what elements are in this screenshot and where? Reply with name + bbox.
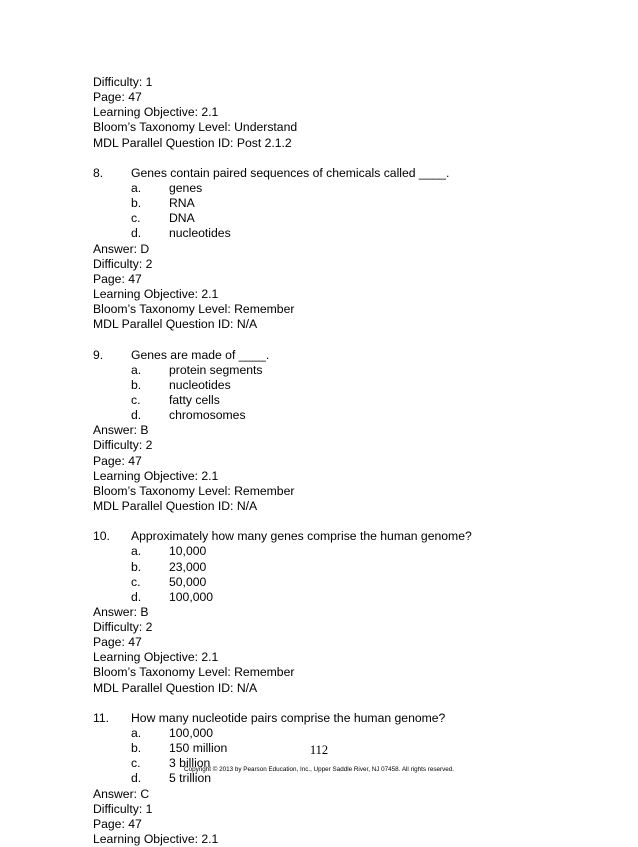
question-number: 11. xyxy=(93,710,110,725)
page-ref: Page: 47 xyxy=(93,816,142,831)
option-letter: d. xyxy=(131,589,142,604)
question-text: How many nucleotide pairs comprise the human genome? xyxy=(131,710,446,725)
option-letter: d. xyxy=(131,226,142,241)
option-a xyxy=(93,544,593,559)
answer: Answer: C xyxy=(93,786,150,801)
meta-page: Page: 47 xyxy=(93,90,142,105)
question-text: Genes contain paired sequences of chemicals called ____. xyxy=(131,165,450,180)
option-c xyxy=(93,393,593,408)
option-letter: c. xyxy=(131,574,141,589)
option-text: 100,000 xyxy=(169,589,214,604)
option-text: 50,000 xyxy=(169,574,207,589)
option-text: 10,000 xyxy=(169,544,207,559)
option-letter: a. xyxy=(131,180,142,195)
option-letter: c. xyxy=(131,211,141,226)
mdl-id: MDL Parallel Question ID: N/A xyxy=(93,498,258,513)
spacer xyxy=(93,151,593,166)
option-b xyxy=(93,378,593,393)
answer: Answer: B xyxy=(93,423,149,438)
option-a xyxy=(93,363,593,378)
answer: Answer: D xyxy=(93,241,150,256)
option-d xyxy=(93,771,593,786)
option-text: nucleotides xyxy=(169,377,231,392)
spacer xyxy=(93,696,593,711)
spacer xyxy=(93,514,593,529)
question-text: Approximately how many genes comprise the human genome? xyxy=(131,529,472,544)
option-letter: a. xyxy=(131,726,142,741)
question-8 xyxy=(93,166,593,181)
difficulty: Difficulty: 2 xyxy=(93,620,153,635)
option-text: nucleotides xyxy=(169,226,231,241)
option-text: 100,000 xyxy=(169,726,214,741)
option-letter: c. xyxy=(131,756,141,771)
difficulty: Difficulty: 1 xyxy=(93,801,153,816)
meta-objective: Learning Objective: 2.1 xyxy=(93,105,219,120)
question-11 xyxy=(93,711,593,726)
option-text: 3 billion xyxy=(169,756,211,771)
mdl-id: MDL Parallel Question ID: N/A xyxy=(93,317,258,332)
mdl-id: MDL Parallel Question ID: N/A xyxy=(93,680,258,695)
option-letter: c. xyxy=(131,392,141,407)
question-number: 8. xyxy=(93,165,104,180)
learning-objective: Learning Objective: 2.1 xyxy=(93,650,219,665)
copyright-notice: Copyright © 2013 by Pearson Education, Inc., Upper Saddle River, NJ 07458. All rights reserved. xyxy=(184,766,454,773)
difficulty: Difficulty: 2 xyxy=(93,438,153,453)
bloom-level: Bloom’s Taxonomy Level: Remember xyxy=(93,665,295,680)
option-b xyxy=(93,196,593,211)
option-letter: d. xyxy=(131,408,142,423)
option-letter: b. xyxy=(131,559,142,574)
option-text: RNA xyxy=(169,196,195,211)
option-letter: a. xyxy=(131,544,142,559)
option-letter: b. xyxy=(131,196,142,211)
option-letter: d. xyxy=(131,771,142,786)
option-letter: a. xyxy=(131,362,142,377)
question-10 xyxy=(93,529,593,544)
option-text: 150 million xyxy=(169,741,228,756)
question-number: 10. xyxy=(93,529,110,544)
option-d xyxy=(93,590,593,605)
option-text: 23,000 xyxy=(169,559,207,574)
option-d xyxy=(93,408,593,423)
option-text: fatty cells xyxy=(169,392,220,407)
option-c xyxy=(93,575,593,590)
page-ref: Page: 47 xyxy=(93,271,142,286)
bloom-level: Bloom’s Taxonomy Level: Remember xyxy=(93,483,295,498)
question-9 xyxy=(93,348,593,363)
page-ref: Page: 47 xyxy=(93,453,142,468)
option-a xyxy=(93,181,593,196)
question-text: Genes are made of ____. xyxy=(131,347,270,362)
option-letter: b. xyxy=(131,377,142,392)
option-text: chromosomes xyxy=(169,408,246,423)
difficulty: Difficulty: 2 xyxy=(93,256,153,271)
option-text: DNA xyxy=(169,211,195,226)
page-ref: Page: 47 xyxy=(93,635,142,650)
option-a xyxy=(93,726,593,741)
meta-difficulty: Difficulty: 1 xyxy=(93,75,153,89)
option-b xyxy=(93,560,593,575)
spacer xyxy=(93,332,593,347)
option-text: genes xyxy=(169,180,203,195)
page-content xyxy=(93,75,593,847)
meta-mdl: MDL Parallel Question ID: Post 2.1.2 xyxy=(93,135,292,150)
answer: Answer: B xyxy=(93,604,149,619)
option-text: 5 trillion xyxy=(169,771,211,786)
learning-objective: Learning Objective: 2.1 xyxy=(93,286,219,301)
learning-objective: Learning Objective: 2.1 xyxy=(93,468,219,483)
meta-bloom: Bloom’s Taxonomy Level: Understand xyxy=(93,120,298,135)
learning-objective: Learning Objective: 2.1 xyxy=(93,832,219,847)
option-letter: b. xyxy=(131,741,142,756)
question-number: 9. xyxy=(93,347,104,362)
bloom-level: Bloom’s Taxonomy Level: Remember xyxy=(93,302,295,317)
option-c xyxy=(93,211,593,226)
option-text: protein segments xyxy=(169,362,263,377)
page-number: 112 xyxy=(309,743,329,757)
option-d xyxy=(93,226,593,241)
